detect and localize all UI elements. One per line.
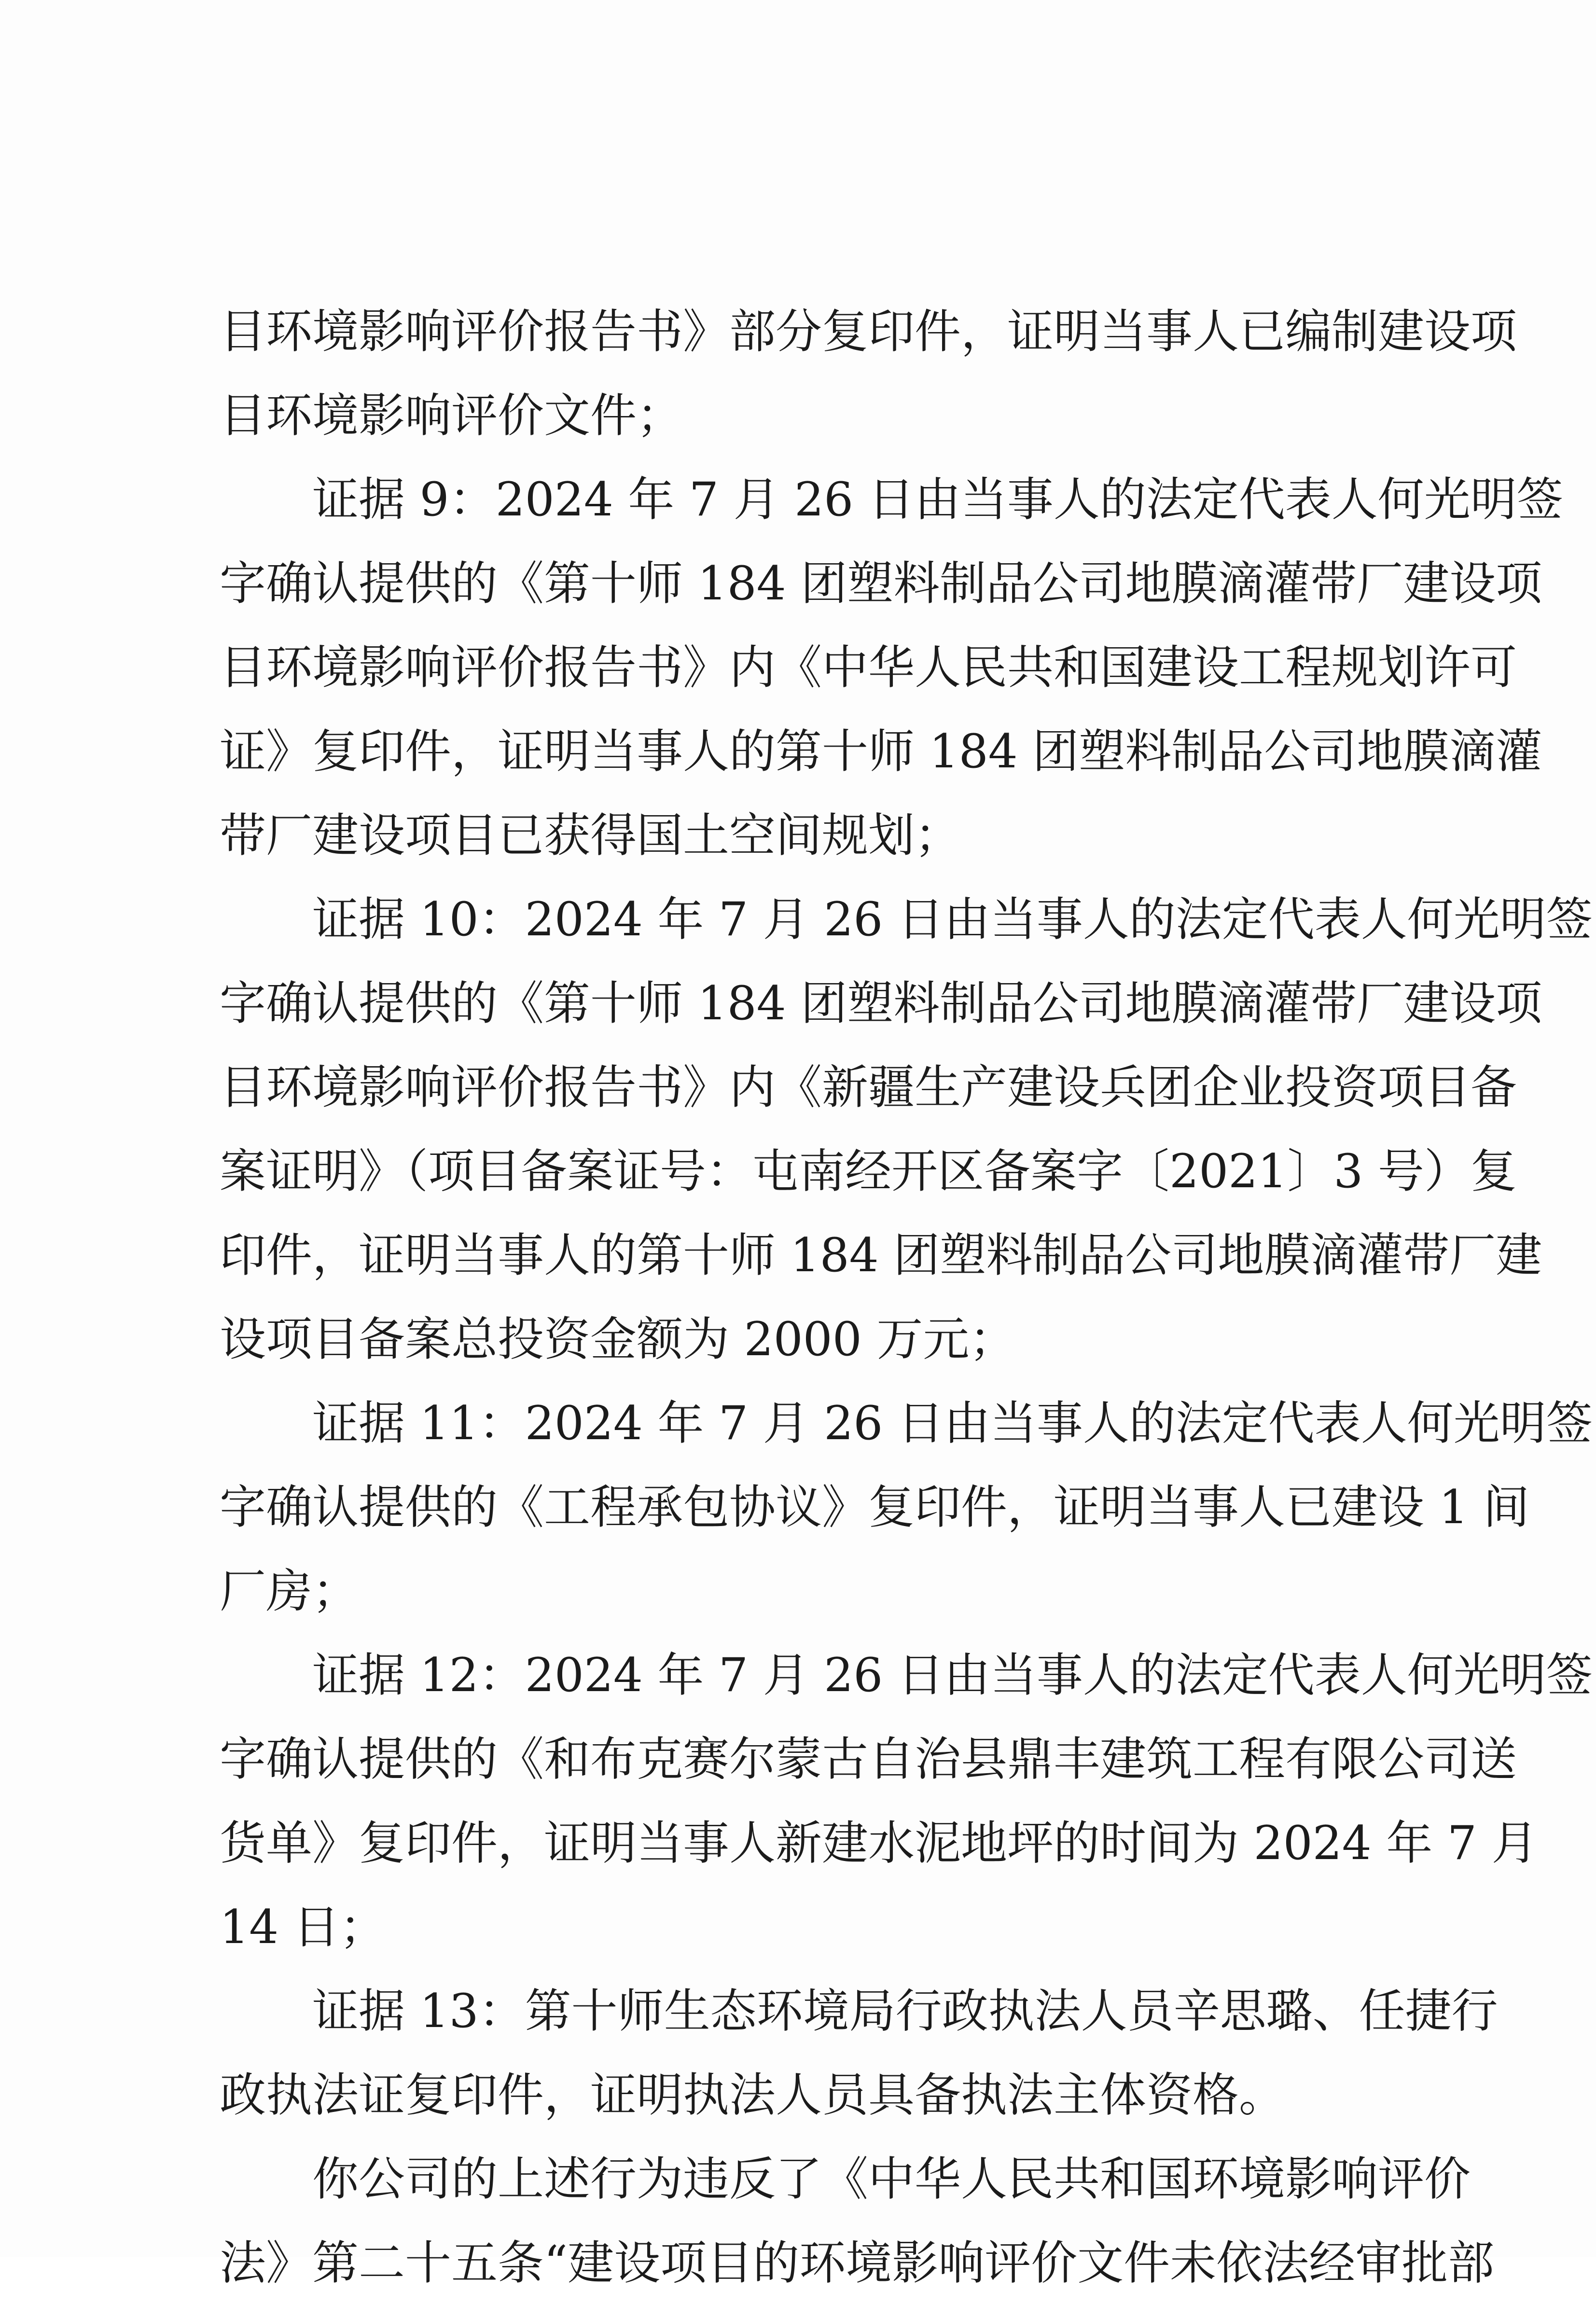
text-line: 字确认提供的《第十师 184 团塑料制品公司地膜滴灌带厂建设项 bbox=[220, 976, 1542, 1030]
text-line: 厂房； bbox=[220, 1564, 359, 1618]
text-line: 目环境影响评价报告书》部分复印件，证明当事人已编制建设项 bbox=[220, 305, 1517, 359]
text-line: 证》复印件，证明当事人的第十师 184 团塑料制品公司地膜滴灌 bbox=[220, 724, 1542, 778]
text-line: 目环境影响评价报告书》内《新疆生产建设兵团企业投资项目备 bbox=[220, 1060, 1517, 1114]
text-line: 字确认提供的《第十师 184 团塑料制品公司地膜滴灌带厂建设项 bbox=[220, 556, 1542, 611]
text-line: 字确认提供的《和布克赛尔蒙古自治县鼎丰建筑工程有限公司送 bbox=[220, 1732, 1517, 1786]
text-line: 法》第二十五条“建设项目的环境影响评价文件未依法经审批部 bbox=[220, 2236, 1495, 2290]
text-line: 证据 12：2024 年 7 月 26 日由当事人的法定代表人何光明签 bbox=[312, 1648, 1593, 1702]
text-line: 案证明》（项目备案证号：屯南经开区备案字〔2021〕3 号）复 bbox=[220, 1144, 1517, 1198]
text-line: 带厂建设项目已获得国土空间规划； bbox=[220, 808, 961, 862]
text-line: 证据 10：2024 年 7 月 26 日由当事人的法定代表人何光明签 bbox=[312, 892, 1593, 946]
text-line: 设项目备案总投资金额为 2000 万元； bbox=[220, 1312, 1016, 1366]
text-line: 你公司的上述行为违反了《中华人民共和国环境影响评价 bbox=[312, 2152, 1471, 2206]
text-line: 政执法证复印件，证明执法人员具备执法主体资格。 bbox=[220, 2068, 1285, 2122]
text-line: 货单》复印件，证明当事人新建水泥地坪的时间为 2024 年 7 月 bbox=[220, 1816, 1538, 1870]
text-line: 14 日； bbox=[220, 1900, 386, 1954]
text-line: 证据 9：2024 年 7 月 26 日由当事人的法定代表人何光明签 bbox=[312, 472, 1563, 527]
document-body bbox=[220, 290, 1593, 2305]
text-line: 字确认提供的《工程承包协议》复印件，证明当事人已建设 1 间 bbox=[220, 1480, 1530, 1534]
text-line: 目环境影响评价报告书》内《中华人民共和国建设工程规划许可 bbox=[220, 640, 1517, 694]
text-line: 印件，证明当事人的第十师 184 团塑料制品公司地膜滴灌带厂建 bbox=[220, 1228, 1542, 1282]
text-line: 证据 11：2024 年 7 月 26 日由当事人的法定代表人何光明签 bbox=[312, 1396, 1593, 1450]
text-line: 目环境影响评价文件； bbox=[220, 389, 683, 443]
text-line: 证据 13：第十师生态环境局行政执法人员辛思璐、任捷行 bbox=[312, 1984, 1498, 2038]
